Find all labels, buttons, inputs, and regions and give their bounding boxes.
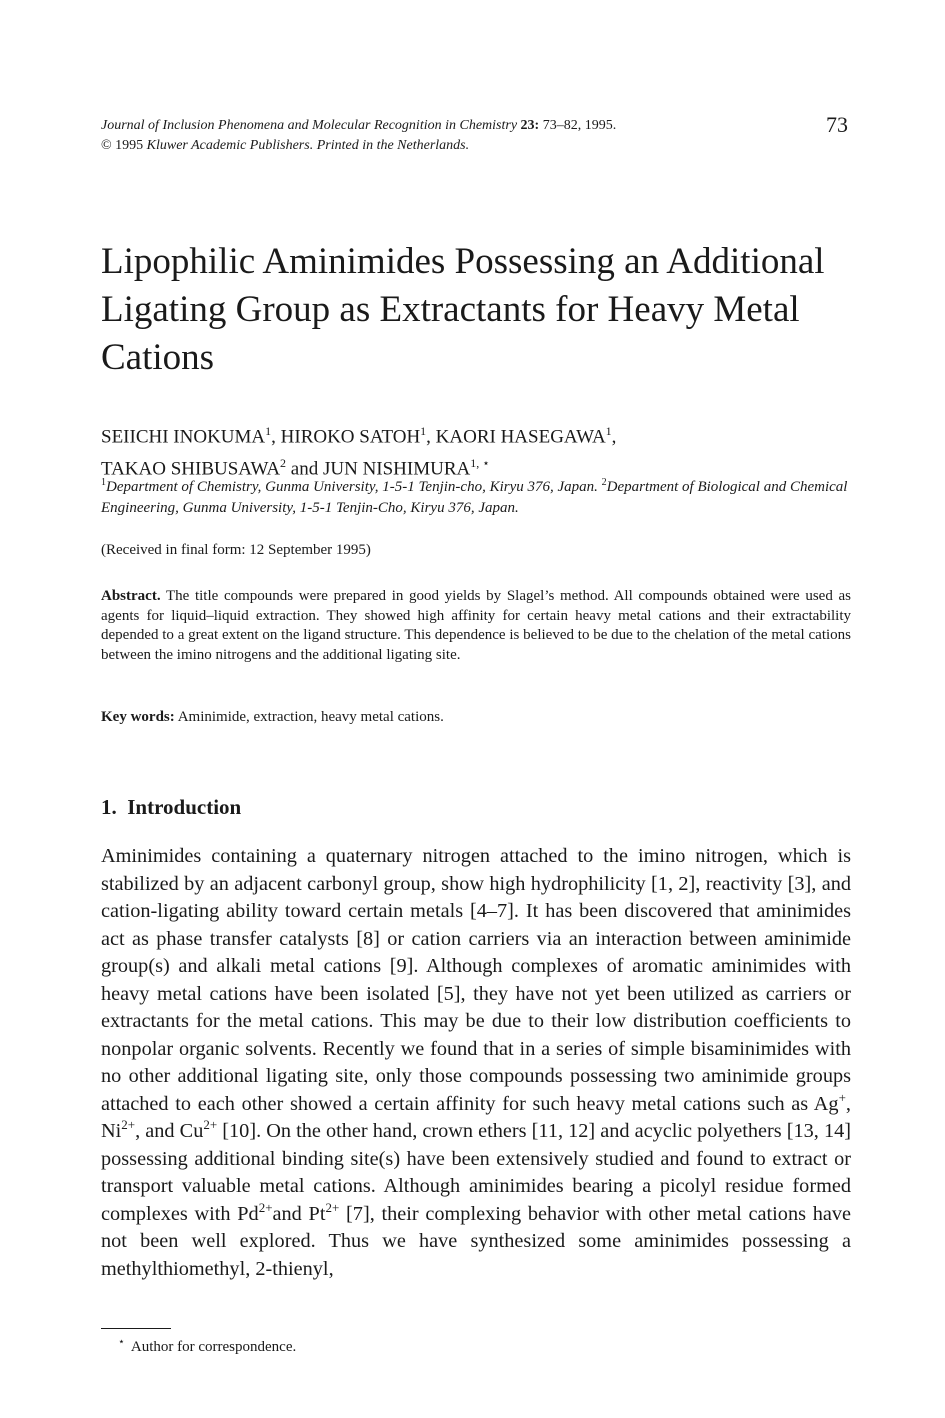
- keywords-label: Key words:: [101, 709, 175, 725]
- affiliation-1: Department of Chemistry, Gunma University, 1-5-1 Tenjin-cho, Kiryu 376, Japan.: [106, 479, 598, 495]
- abstract: [101, 587, 851, 665]
- charge-superscript: 2+: [258, 1199, 273, 1215]
- copyright: © 1995: [101, 138, 144, 153]
- section-number: 1.: [101, 795, 117, 819]
- journal-name: Journal of Inclusion Phenomena and Molecular Recognition in Chemistry: [101, 118, 518, 133]
- section-title: Introduction: [127, 795, 242, 819]
- body-text: Ag: [813, 1092, 839, 1115]
- affiliation-2: Department of Biological and Chemical Engineering, Gunma University, 1-5-1 Tenjin-Cho, Kiryu 376, Japan.: [101, 479, 848, 516]
- author-affil-mark: 1, ⋆: [470, 456, 490, 471]
- body-text: Pd: [237, 1202, 259, 1225]
- journal-pages-year: 73–82, 1995.: [542, 118, 617, 133]
- author-list: SEIICHI INOKUMA$^1$, HIROKO SATOH$^1$, KAORI HASEGAWA$^1$, TAKAO SHIBUSAWA$^2$ and JUN $NISHIMURA^{1, ⋆}$: [101, 424, 617, 480]
- author-affil-mark: 2: [280, 456, 287, 471]
- journal-header: [101, 116, 821, 156]
- abstract-label: Abstract.: [101, 588, 161, 604]
- page-number: 73: [826, 112, 848, 137]
- charge-superscript: 2+: [203, 1117, 218, 1133]
- charge-superscript: 2+: [325, 1199, 340, 1215]
- author-conjunction: and: [290, 458, 319, 480]
- paper-title: Lipophilic Aminimides Possessing an Additional Ligating Group as Extractants for Heavy Metal Cations: [101, 241, 825, 378]
- affil-mark: 2: [601, 477, 607, 488]
- body-text: , and Cu: [135, 1120, 204, 1142]
- charge-superscript: 2+: [121, 1117, 136, 1133]
- body-text: Aminimides containing a quaternary nitrogen attached to the imino nitrogen, which is stabilized by an adjacent carbonyl group, show high hydrophilicity [1, 2], reactivity [3], and cation-ligating ability toward certain metals [4–7]. It has been discovered that aminimides act as phase transfer catalysts [8] or cation carriers via an interaction between aminimide group(s) and alkali metal cations [9]. Although complexes of aromatic aminimides with heavy metal cations have been isolated [5], they have not yet been utilized as carriers or extractants for the metal cations. This may be due to their low distribution coefficients to nonpolar organic solvents. Recently we found that in a series of simple bisaminimides with no other additional ligating site, only those compounds possessing two aminimide groups attached to each other showed a certain affinity for such heavy metal cations such as: [101, 845, 851, 1115]
- received-date: (Received in final form: 12 September 1995): [101, 542, 371, 558]
- footnote: [118, 1335, 296, 1356]
- publisher: Kluwer Academic Publishers. Printed in the Netherlands.: [146, 138, 470, 153]
- footnote-rule: [101, 1328, 171, 1329]
- author-affil-mark: 1: [420, 424, 427, 438]
- body-text: , Ni: [101, 1092, 851, 1142]
- body-text: [10]. On the other hand, crown ethers [11, 12] and acyclic polyethers [13, 14] possessing additional binding site(s) have been extensively studied and found to extract or transport valuable metal cations. Although aminimides bearing a picolyl residue formed complexes with: [101, 1120, 851, 1225]
- author-name: JUN NISHIMURA: [322, 458, 471, 480]
- body-text: [7], their complexing behavior with other metal cations have not been well explored. Thus we have synthesized some aminimides possessing a methylthiomethyl, 2-thienyl,: [101, 1202, 851, 1280]
- footnote-text: Author for correspondence.: [130, 1339, 297, 1355]
- abstract-text: The title compounds were prepared in good yields by Slagel’s method. All compounds obtained were used as agents for liquid–liquid extraction. They showed high affinity for certain heavy metal cations and their extractability depended to a great extent on the ligand structure. This dependence is believed to be due to the chelation of the metal cations between the imino nitrogens and the additional ligating site.: [101, 588, 851, 663]
- body-paragraph: [101, 843, 851, 1283]
- keywords: [101, 709, 444, 726]
- affil-mark: 1: [101, 477, 106, 488]
- author-name: SEIICHI INOKUMA: [101, 426, 266, 448]
- journal-volume: 23:: [520, 118, 540, 133]
- charge-superscript: +: [838, 1089, 846, 1105]
- author-affil-mark: 1: [265, 424, 272, 438]
- affiliations: [101, 472, 861, 519]
- keywords-text: Aminimide, extraction, heavy metal cations.: [177, 709, 444, 725]
- body-text: and Pt: [272, 1202, 326, 1225]
- author-affil-mark: 1: [605, 424, 612, 438]
- author-name: KAORI HASEGAWA: [435, 426, 606, 448]
- author-name: TAKAO SHIBUSAWA: [101, 458, 281, 480]
- section-heading: [101, 795, 241, 820]
- footnote-mark: ⋆: [118, 1336, 125, 1348]
- author-name: HIROKO SATOH: [280, 426, 421, 448]
